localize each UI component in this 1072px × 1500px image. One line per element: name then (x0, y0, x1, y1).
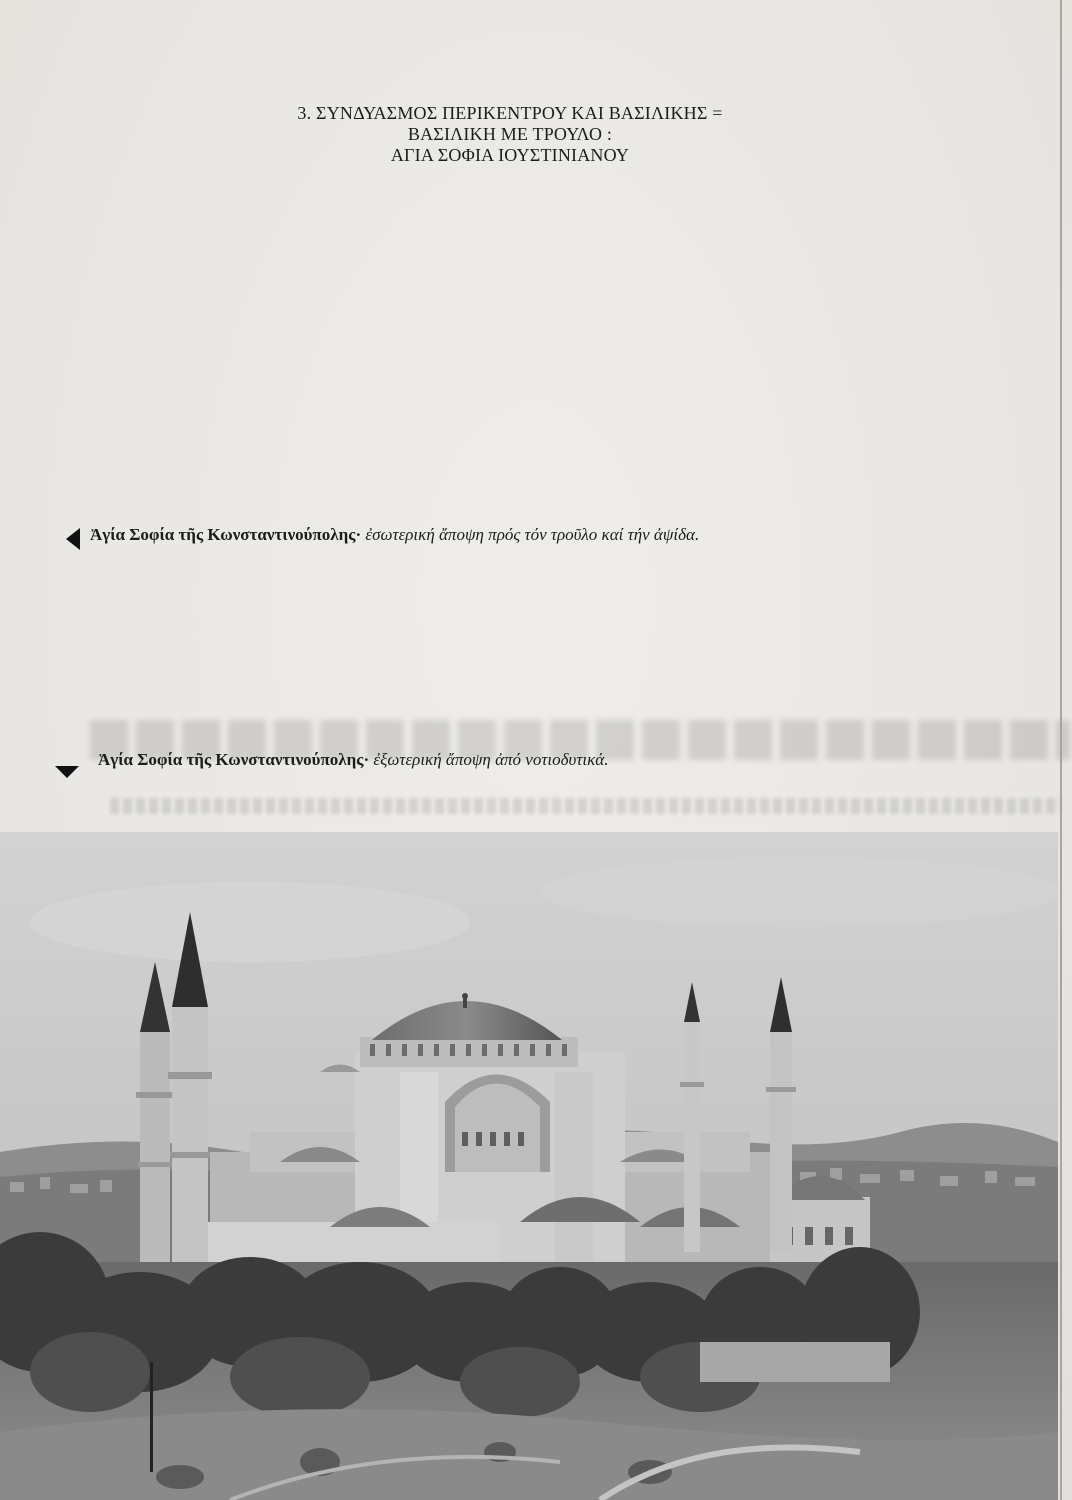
down-pointer-icon (55, 766, 79, 778)
caption-exterior (98, 750, 608, 770)
section-title (180, 103, 840, 166)
page-edge (1060, 0, 1062, 1500)
caption-interior-name: Ἁγία Σοφία τῆς Κωνσταντινούπολης· (90, 525, 362, 544)
caption-interior (90, 525, 699, 545)
section-title-line-3: ΑΓΙΑ ΣΟΦΙΑ ΙΟΥΣΤΙΝΙΑΝΟΥ (390, 145, 630, 165)
hagia-sophia-photo (0, 832, 1058, 1500)
caption-exterior-description: ἐξωτερική ἄποψη ἀπό νοτιοδυτικά. (373, 750, 609, 769)
caption-interior-description: ἐσωτερική ἄποψη πρός τόν τροῦλο καί τήν ἀψίδα. (365, 525, 700, 544)
section-title-line-1: 3. ΣΥΝΔΥΑΣΜΟΣ ΠΕΡΙΚΕΝΤΡΟΥ ΚΑΙ ΒΑΣΙΛΙΚΗΣ = (297, 103, 723, 123)
section-title-line-2: ΒΑΣΙΛΙΚΗ ΜΕ ΤΡΟΥΛΟ : (407, 124, 613, 144)
left-pointer-icon (66, 528, 80, 550)
caption-exterior-name: Ἁγία Σοφία τῆς Κωνσταντινούπολης· (98, 750, 370, 769)
